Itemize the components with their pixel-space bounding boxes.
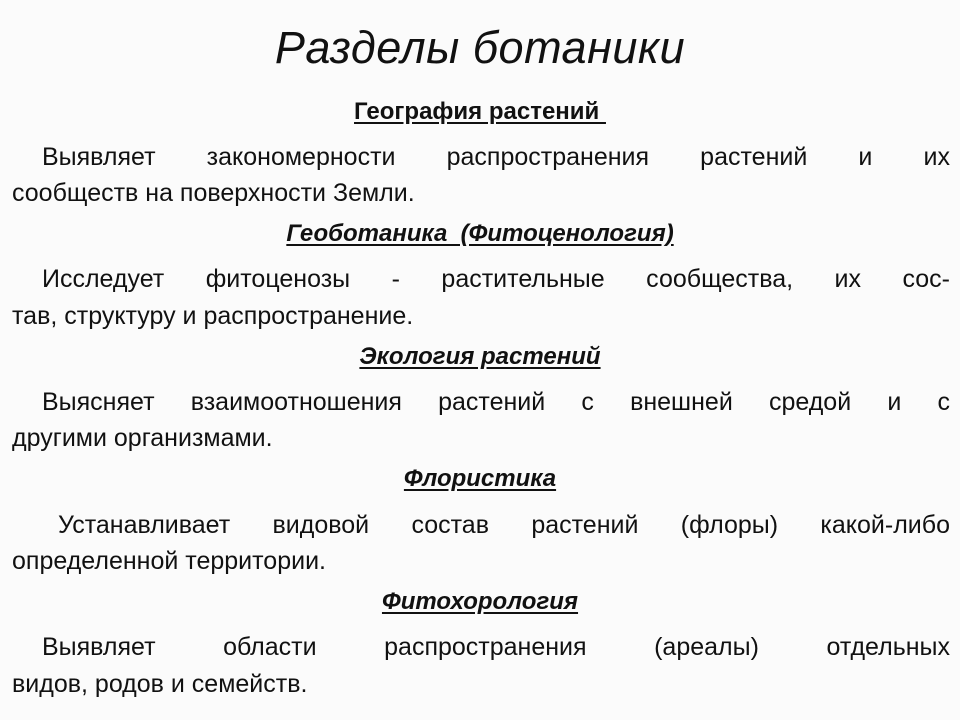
section-text-line: определенной территории. — [12, 547, 326, 575]
section-text-line: Исследует фитоценозы - растительные сообщества, их сос- — [42, 265, 950, 293]
section-text-line: Выявляет закономерности распространения растений и их — [42, 143, 950, 171]
section-heading-geobotany: Геоботаника (Фитоценология) — [286, 220, 674, 247]
section-text-line: Выясняет взаимоотношения растений с внешней средой и с — [42, 388, 950, 416]
section-text-line: тав, структуру и распространение. — [12, 302, 414, 330]
section-heading-plant-geography: География растений — [354, 98, 606, 125]
section-text-line: сообществ на поверхности Земли. — [12, 179, 415, 207]
section-text-line: Выявляет области распространения (ареалы) отдельных — [42, 633, 950, 661]
section-heading-plant-ecology: Экология растений — [359, 343, 601, 370]
section-heading-floristics: Флористика — [403, 465, 557, 492]
section-heading-phytochorology: Фитохорология — [381, 588, 579, 615]
slide-title: Разделы ботаники — [274, 22, 686, 73]
section-text-line: Устанавливает видовой состав растений (флоры) какой-либо — [58, 511, 950, 539]
section-text-line: видов, родов и семейств. — [12, 670, 308, 698]
section-text-line: другими организмами. — [12, 424, 273, 452]
